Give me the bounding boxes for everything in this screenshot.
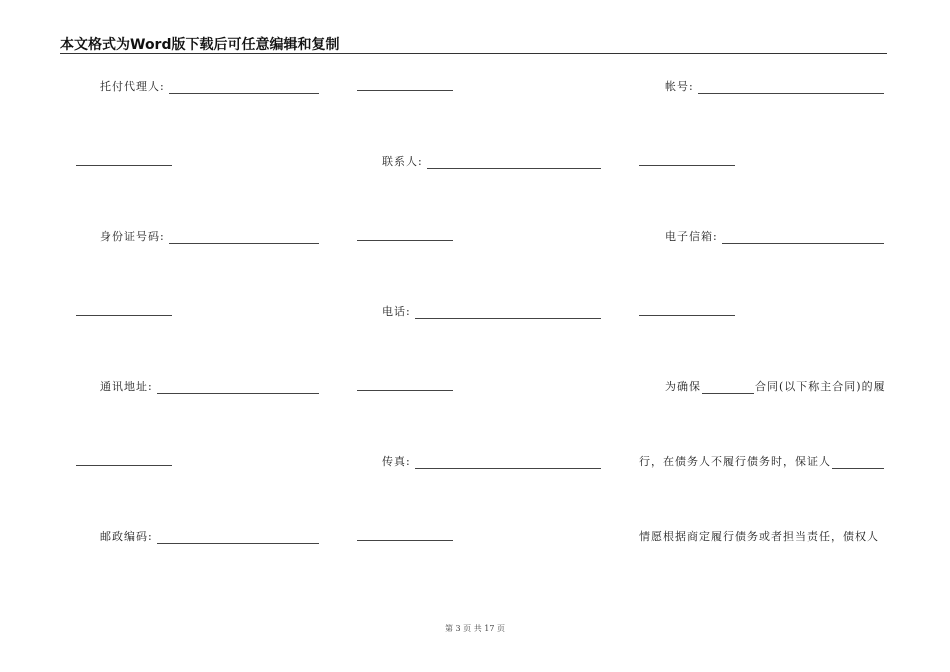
- blank-input-line[interactable]: [357, 78, 453, 91]
- agent-label: 托付代理人:: [100, 80, 165, 93]
- email-input-line[interactable]: [722, 231, 884, 244]
- page-number-footer: 第 3 页 共 17 页: [445, 624, 505, 633]
- agent-field: [100, 78, 319, 94]
- blank-input-line[interactable]: [76, 453, 172, 466]
- address-field: [100, 378, 319, 394]
- blank-line: [639, 303, 735, 316]
- fax-field: [382, 453, 601, 469]
- paragraph-line-3: [639, 528, 879, 544]
- blank-line: [357, 78, 453, 91]
- blank-input-line[interactable]: [357, 528, 453, 541]
- blank-line: [357, 228, 453, 241]
- form-row-3: [0, 228, 950, 248]
- blank-input-line[interactable]: [76, 153, 172, 166]
- blank-line: [76, 453, 172, 466]
- contact-field: [382, 153, 601, 169]
- contract-name-blank[interactable]: [702, 381, 754, 394]
- paragraph-line-2: [639, 453, 885, 469]
- blank-input-line[interactable]: [357, 228, 453, 241]
- email-field: [665, 228, 884, 244]
- blank-input-line[interactable]: [76, 303, 172, 316]
- paragraph-text: 行，在债务人不履行债务时，保证人: [639, 455, 831, 468]
- id-number-label: 身份证号码:: [100, 230, 165, 243]
- header-divider: [60, 53, 887, 54]
- form-row-2: [0, 153, 950, 173]
- blank-input-line[interactable]: [357, 378, 453, 391]
- paragraph-text: 情愿根据商定履行债务或者担当责任，债权人: [639, 530, 879, 543]
- blank-input-line[interactable]: [639, 153, 735, 166]
- form-row-6: [0, 453, 950, 473]
- form-row-1: [0, 78, 950, 98]
- page-header-title: 本文格式为Word版下载后可任意编辑和复制: [60, 37, 340, 53]
- paragraph-text: 为确保: [665, 380, 701, 393]
- blank-line: [357, 528, 453, 541]
- phone-input-line[interactable]: [415, 306, 601, 319]
- guarantor-blank[interactable]: [832, 456, 884, 469]
- form-row-7: [0, 528, 950, 548]
- phone-label: 电话:: [382, 305, 411, 318]
- blank-line: [357, 378, 453, 391]
- postal-code-field: [100, 528, 319, 544]
- blank-line: [76, 153, 172, 166]
- blank-line: [76, 303, 172, 316]
- agent-input-line[interactable]: [169, 81, 319, 94]
- address-input-line[interactable]: [157, 381, 319, 394]
- postal-code-input-line[interactable]: [157, 531, 319, 544]
- account-field: [665, 78, 884, 94]
- postal-code-label: 邮政编码:: [100, 530, 153, 543]
- id-number-input-line[interactable]: [169, 231, 319, 244]
- contact-input-line[interactable]: [427, 156, 601, 169]
- fax-input-line[interactable]: [415, 456, 601, 469]
- blank-line: [639, 153, 735, 166]
- address-label: 通讯地址:: [100, 380, 153, 393]
- form-row-5: [0, 378, 950, 398]
- phone-field: [382, 303, 601, 319]
- id-number-field: [100, 228, 319, 244]
- contact-label: 联系人:: [382, 155, 423, 168]
- fax-label: 传真:: [382, 455, 411, 468]
- paragraph-line-1: [665, 378, 886, 394]
- form-row-4: [0, 303, 950, 323]
- email-label: 电子信箱:: [665, 230, 718, 243]
- paragraph-text: 合同(以下称主合同)的履: [755, 380, 886, 393]
- blank-input-line[interactable]: [639, 303, 735, 316]
- account-input-line[interactable]: [698, 81, 884, 94]
- account-label: 帐号:: [665, 80, 694, 93]
